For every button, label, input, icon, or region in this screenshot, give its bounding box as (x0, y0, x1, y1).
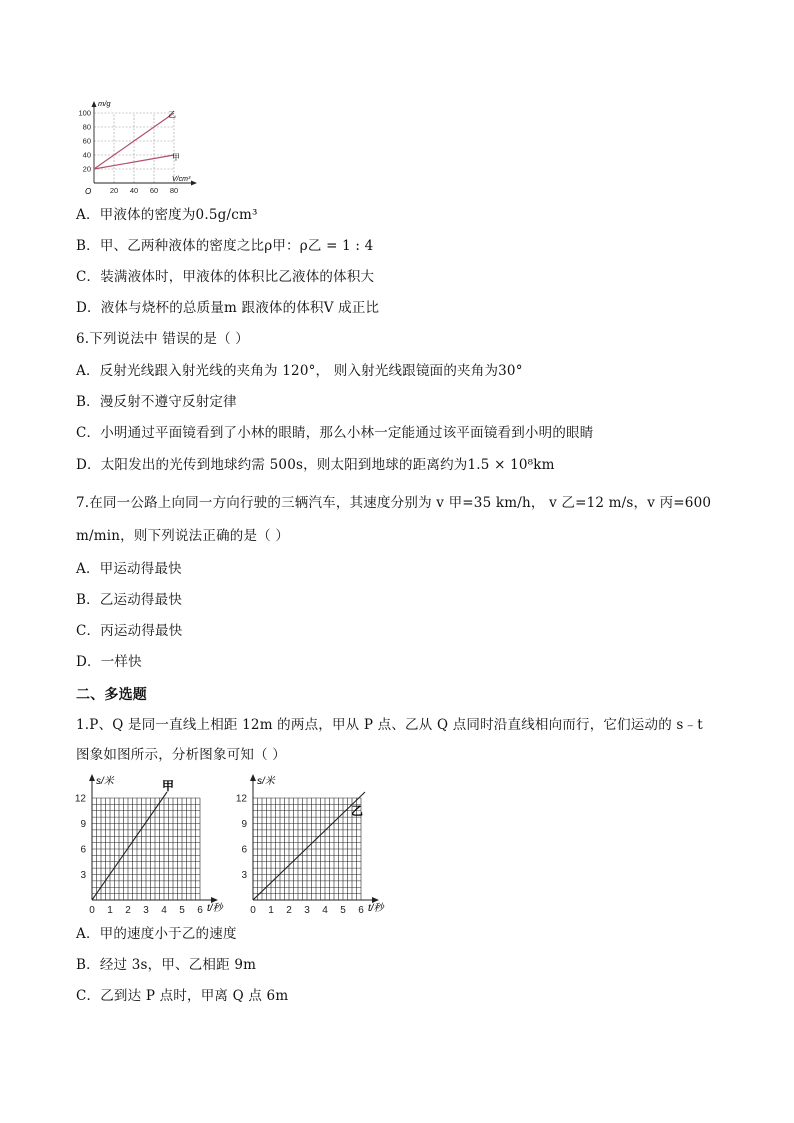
x-tick-label: 6 (358, 905, 364, 916)
y-axis-label: m/g (98, 99, 111, 108)
q5-option-d: D．液体与烧杯的总质量m 跟液体的体积V 成正比 (76, 300, 380, 316)
y-axis-arrow (250, 774, 256, 781)
y-tick-label: 100 (78, 108, 91, 118)
mq1-stem-line2: 图象如图所示，分析图象可知（ ） (76, 747, 286, 763)
q6-option-a: A．反射光线跟入射光线的夹角为 120°， 则入射光线跟镜面的夹角为30° (76, 363, 523, 379)
x-tick-label: 2 (125, 905, 131, 916)
x-axis-label: t/秒 (207, 903, 223, 914)
x-tick-label: 5 (340, 905, 346, 916)
q7-option-a: A．甲运动得最快 (76, 561, 182, 577)
q6-stem: 6.下列说法中 错误的是（ ） (76, 331, 249, 347)
x-tick-label: 3 (143, 905, 149, 916)
y-tick-label: 9 (241, 819, 247, 830)
x-tick-label: 60 (149, 186, 159, 195)
x-tick-label: 0 (250, 905, 256, 916)
q6-option-d: D．太阳发出的光传到地球约需 500s，则太阳到地球的距离约为1.5 × 10⁸km (76, 457, 555, 473)
st-graph-yi (231, 770, 391, 920)
y-tick-label: 40 (82, 150, 91, 160)
y-tick-label: 9 (80, 819, 86, 830)
yi-label: 乙 (351, 804, 364, 818)
section-title: 二、多选题 (76, 687, 147, 703)
mass-volume-chart (72, 96, 202, 200)
jia-label: 甲 (162, 779, 175, 793)
x-tick-label: 3 (304, 905, 310, 916)
y-tick-label: 6 (241, 844, 247, 856)
st-graph-jia (70, 770, 230, 920)
x-tick-label: 0 (89, 905, 95, 916)
x-tick-label: 40 (129, 186, 139, 195)
mq1-option-a: A．甲的速度小于乙的速度 (76, 926, 237, 942)
x-tick-label: 6 (197, 905, 203, 916)
q6-option-c: C．小明通过平面镜看到了小林的眼睛，那么小林一定能通过该平面镜看到小明的眼睛 (76, 425, 594, 441)
x-tick-label: 2 (286, 905, 292, 916)
x-tick-label: 4 (322, 905, 328, 916)
q5-option-c: C．装满液体时，甲液体的体积比乙液体的体积大 (76, 269, 375, 285)
x-axis-label: V/cm³ (172, 176, 191, 183)
q7-option-b: B．乙运动得最快 (76, 592, 183, 608)
x-axis-label: t/秒 (368, 903, 384, 914)
y-axis-arrow (89, 774, 95, 781)
series-label-jia: 甲 (172, 153, 180, 162)
y-axis-label: s/米 (96, 776, 114, 787)
q7-stem-line1: 7.在同一公路上向同一方向行驶的三辆汽车，其速度分别为 v 甲=35 km/h， v 乙=12 m/s，v 丙=600 (76, 495, 712, 511)
q7-option-d: D．一样快 (76, 654, 142, 670)
y-tick-label: 6 (80, 844, 86, 856)
y-tick-label: 3 (241, 870, 247, 881)
q5-option-a: A．甲液体的密度为0.5g/cm³ (76, 207, 258, 223)
mq1-option-c: C．乙到达 P 点时，甲离 Q 点 6m (76, 988, 289, 1004)
st-line-jia (92, 792, 167, 900)
q5-option-b: B．甲、乙两种液体的密度之比ρ甲：ρ乙 = 1 : 4 (76, 238, 374, 254)
origin-label: O (85, 187, 92, 196)
q7-option-c: C．丙运动得最快 (76, 623, 183, 639)
st-line-yi (253, 792, 365, 900)
x-tick-label: 4 (161, 905, 167, 916)
x-tick-label: 1 (268, 905, 274, 916)
mq1-option-b: B．经过 3s，甲、乙相距 9m (76, 957, 257, 973)
q6-option-b: B．漫反射不遵守反射定律 (76, 394, 237, 410)
series-label-yi: 乙 (168, 110, 176, 119)
y-tick-label: 3 (80, 870, 86, 881)
x-tick-label: 80 (169, 186, 179, 195)
y-tick-label: 12 (74, 793, 86, 805)
q7-stem-line2: m/min，则下列说法正确的是（ ） (76, 528, 290, 544)
x-tick-label: 1 (107, 905, 113, 916)
x-tick-label: 5 (179, 905, 185, 916)
y-axis-label: s/米 (257, 776, 275, 787)
y-tick-label: 80 (82, 122, 91, 132)
x-tick-label: 20 (109, 186, 119, 195)
y-tick-label: 20 (82, 164, 91, 174)
y-tick-label: 12 (235, 793, 247, 805)
mq1-stem-line1: 1.P、Q 是同一直线上相距 12m 的两点，甲从 P 点、乙从 Q 点同时沿直线相向而行，它们运动的 s﹣t (76, 717, 703, 733)
y-tick-label: 60 (82, 136, 91, 146)
